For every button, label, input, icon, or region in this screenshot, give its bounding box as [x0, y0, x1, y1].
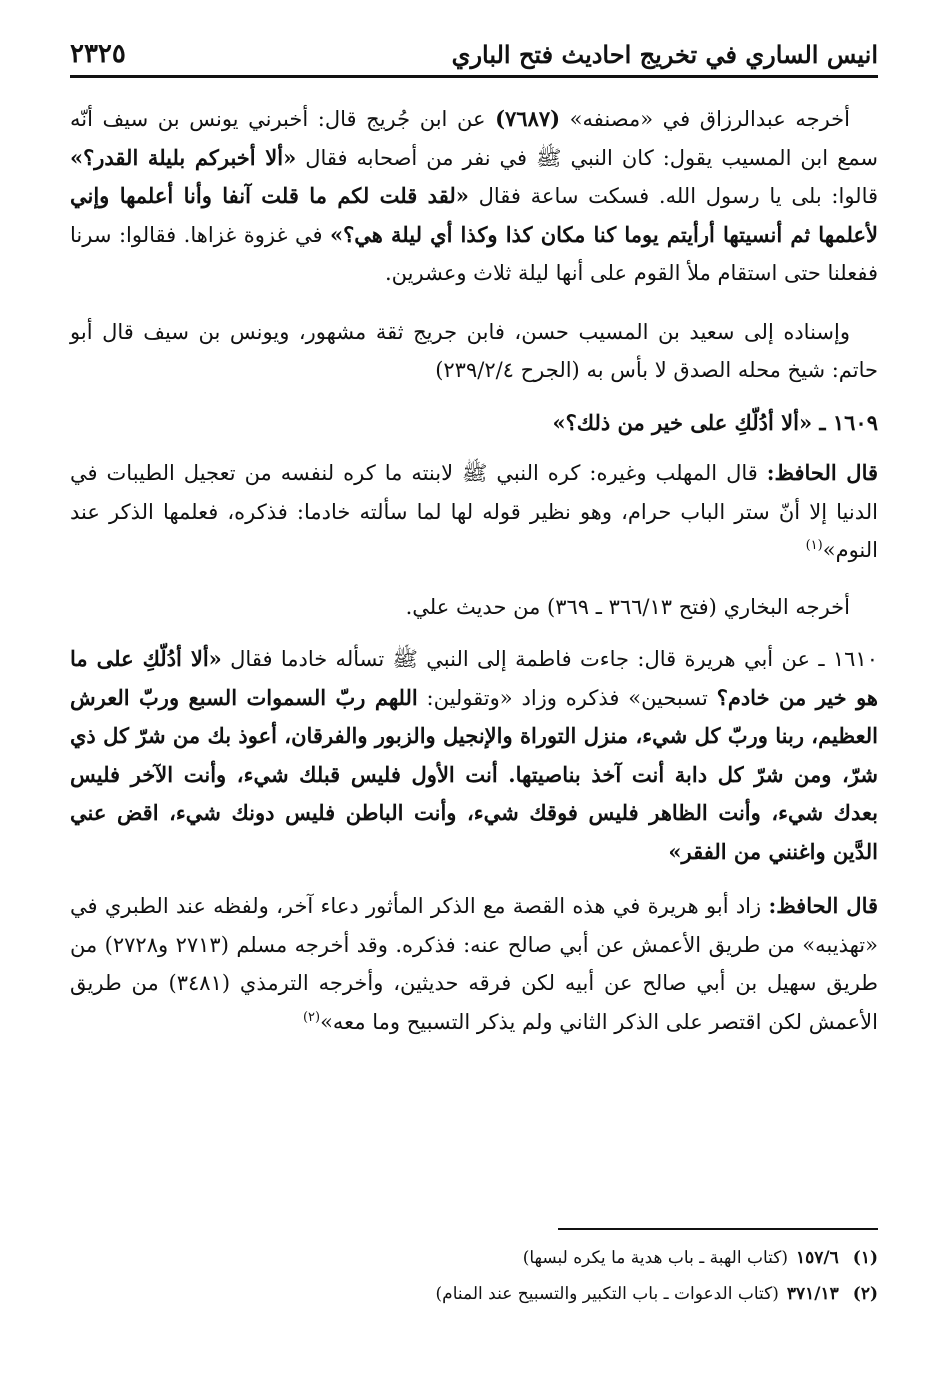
hadith-heading-1609: ١٦٠٩ ـ «ألا أدُلّكِ على خير من ذلك؟»	[552, 409, 878, 435]
text-run: في غزوة غزاها. فقالوا: سرنا ففعلنا حتى استقام ملأ القوم على أنها ليلة ثلاث وعشرين.	[70, 222, 878, 285]
reference: (٣٤٨١)	[168, 971, 231, 995]
text-run: أخرجه البخاري	[716, 594, 850, 619]
reference: (الجرح ٢٣٩/٢/٤)	[435, 358, 580, 382]
supplication-text: اللهم ربّ السموات السبع وربّ العرش العظيم، ربنا وربّ كل شيء، منزل التوراة والإنجيل والزبور والفرقان، أعوذ بك من شرّ كل ذي شرّ، ومن شرّ كل دابة أنت آخذ بناصيتها. أنت الأول فليس قبلك شيء، وأنت الآخر فليس بعدك شيء، وأنت الظاهر فليس فوقك شيء، وأنت الباطن فليس دونك شيء، اقض عني الدَّين واغنني من الفقر»	[70, 684, 878, 864]
footnote-text: (كتاب الهبة ـ باب هدية ما يكره لبسها)	[522, 1248, 789, 1268]
page-body	[70, 100, 878, 1041]
text-run: من طريق سهيل بن أبي صالح عن أبيه لكن فرقه حديثين، وأخرجه الترمذي	[70, 932, 878, 995]
footnote-divider	[558, 1228, 878, 1230]
page-header	[70, 20, 878, 78]
footnote-ref: ١٥٧/٦	[796, 1248, 839, 1268]
paragraph-hafiz-1	[70, 454, 878, 570]
running-title: انيس الساري في تخريج احاديث فتح الباري	[451, 40, 878, 69]
paragraph-abdulrazzaq	[70, 100, 878, 293]
paragraph-isnad	[70, 313, 878, 390]
footnote-marker: (٢)	[302, 1009, 321, 1025]
page-number: ٢٣٢٥	[70, 39, 126, 69]
speaker-label: قال الحافظ:	[766, 460, 879, 485]
text-run: عن أبي هريرة قال: جاءت فاطمة إلى النبي ﷺ تسأله خادما فقال	[221, 647, 819, 671]
footnote-marker: (١)	[805, 538, 823, 553]
text-run: عن ابن جُريج قال: أخبرني يونس بن سيف أنّه سمع ابن المسيب يقول: كان النبي ﷺ في نفر من أصحابه فقال	[70, 107, 878, 170]
speaker-label: قال الحافظ:	[768, 893, 879, 918]
text-run: زاد أبو هريرة في هذه القصة مع الذكر المأثور دعاء آخر، ولفظه عند الطبري في «تهذيبه» من طريق الأعمش عن أبي صالح عنه: فذكره. وقد أخرجه مسلم	[70, 894, 878, 957]
footnote-text: (كتاب الدعوات ـ باب التكبير والتسبيح عند المنام)	[435, 1284, 779, 1304]
footnote-number: (١)	[852, 1248, 878, 1268]
hadith-quote: «ألا أخبركم بليلة القدر؟»	[70, 144, 297, 170]
footnote-1	[70, 1240, 878, 1276]
footnote-number: (٢)	[852, 1284, 878, 1304]
text-run: وإسناده إلى سعيد بن المسيب حسن، فابن جريج ثقة مشهور، ويونس بن سيف قال أبو حاتم: شيخ محله الصدق لا بأس به	[70, 319, 878, 382]
text-run: من حديث علي.	[405, 594, 548, 619]
text-run: قالوا: بلى يا رسول الله. فسكت ساعة فقال	[468, 184, 878, 208]
reference: (٢٧١٣ و٢٧٢٨)	[104, 932, 229, 957]
hadith-number: ١٦١٠ ـ	[818, 647, 878, 671]
footnote-2	[70, 1276, 878, 1312]
reference: (فتح ٣٦٦/١٣ ـ ٣٦٩)	[547, 594, 717, 619]
paragraph-bukhari	[70, 588, 878, 627]
hadith-quote: «لقد قلت لكم ما قلت آنفا وأنا أعلمها وإني لأعلمها ثم أنسيتها أرأيتم يوما كنا مكان كذا وكذا أي ليلة هي؟»	[70, 183, 878, 247]
hadith-number: (٧٦٨٧)	[495, 106, 561, 131]
hadith-quote: «ألا أدُلّكِ على ما هو خير من خادم؟	[70, 646, 878, 710]
text-run: أخرجه عبدالرزاق في «مصنفه»	[560, 107, 850, 131]
hadith-1610	[70, 640, 878, 871]
text-run: قال المهلب وغيره: كره النبي ﷺ لابنته ما كره لنفسه من تعجيل الطيبات في الدنيا إلا أنّ ستر الباب حرام، وهو نظير قوله لها لما سألته خادما: فذكره، فعلمها الذكر عند النوم»	[70, 461, 878, 562]
footnote-ref: ٣٧١/١٣	[786, 1284, 839, 1304]
text-run: من طريق الأعمش لكن اقتصر على الذكر الثاني ولم يذكر التسبيح وما معه»	[70, 971, 878, 1034]
text-run: تسبحين» فذكره وزاد «وتقولين:	[417, 685, 717, 710]
footnotes	[70, 1240, 878, 1312]
paragraph-hafiz-2	[70, 887, 878, 1041]
